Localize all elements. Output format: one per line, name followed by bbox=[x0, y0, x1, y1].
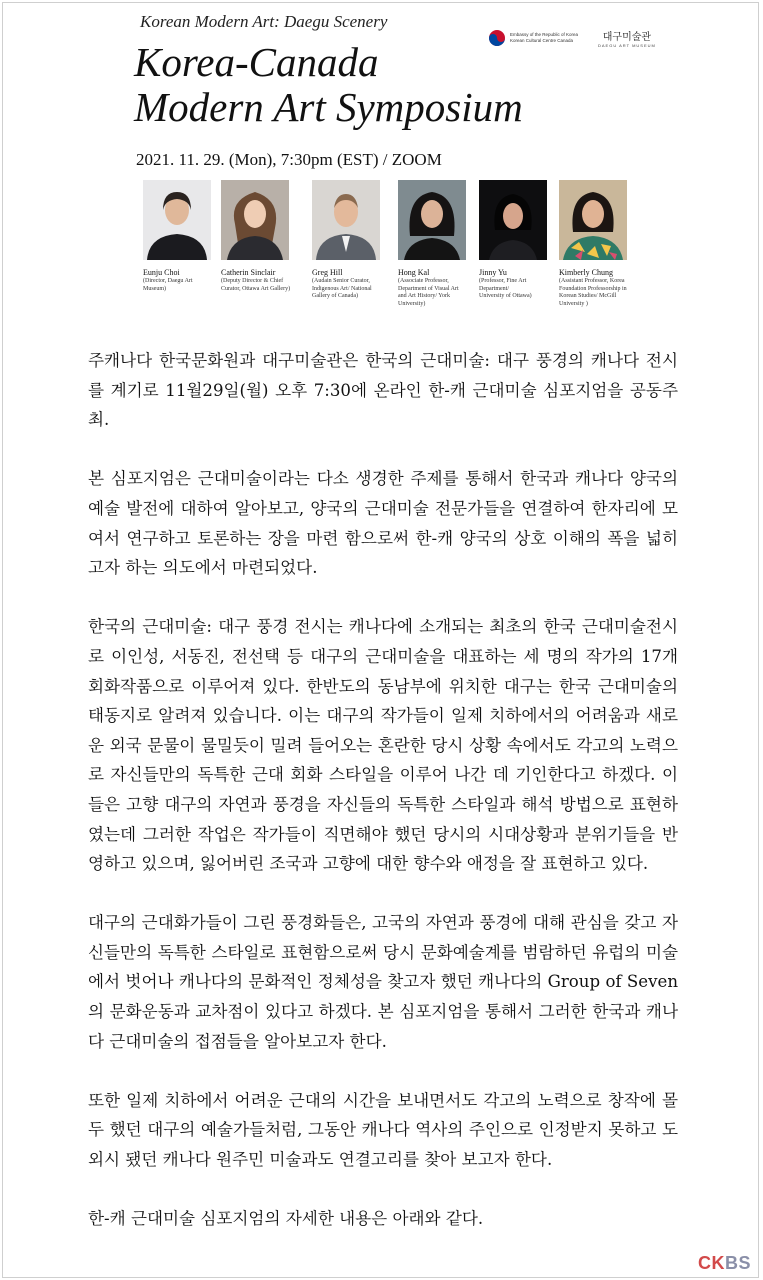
article-paragraph: 주캐나다 한국문화원과 대구미술관은 한국의 근대미술: 대구 풍경의 캐나다 전시를 계기로 11월29일(월) 오후 7:30에 온라인 한-캐 근대미술 심포지엄을 공동주최. bbox=[88, 351, 678, 430]
speaker-role: (Director, Daegu Art Museum) bbox=[143, 278, 193, 292]
speaker-card bbox=[559, 180, 639, 308]
watermark-brand-b: BS bbox=[724, 1253, 751, 1273]
watermark-brand-a: CK bbox=[697, 1253, 725, 1273]
speaker-name: Jinny Yu bbox=[479, 268, 507, 277]
speaker-card bbox=[143, 180, 223, 293]
speaker-name: Catherin Sinclair bbox=[221, 268, 276, 277]
speaker-photo bbox=[559, 180, 627, 260]
speaker-photo bbox=[143, 180, 211, 260]
speaker-role: (Associate Professor, Department of Visual Art and Art History/ York University) bbox=[398, 278, 459, 307]
article-paragraph: 한-캐 근대미술 심포지엄의 자세한 내용은 아래와 같다. bbox=[88, 1209, 484, 1229]
speaker-photo bbox=[479, 180, 547, 260]
speaker-role: (Professor, Fine Art Department/ University of Ottawa) bbox=[479, 278, 532, 299]
speaker-card bbox=[398, 180, 478, 308]
speaker-role: (Assistant Professor, Korea Foundation Professorship in Korean Studies/ McGill University ) bbox=[559, 278, 627, 307]
speaker-lineup bbox=[0, 0, 763, 320]
speaker-name: Hong Kal bbox=[398, 268, 430, 277]
museum-logo-english: DAEGU ART MUSEUM bbox=[598, 43, 656, 48]
poster-subtitle: Korean Modern Art: Daegu Scenery bbox=[140, 12, 388, 31]
title-line-1: Korea-Canada bbox=[134, 39, 379, 85]
speaker-card bbox=[221, 180, 301, 293]
speaker-photo bbox=[221, 180, 289, 260]
article-paragraph: 대구의 근대화가들이 그린 풍경화들은, 고국의 자연과 풍경에 대해 관심을 갖고 자신들만의 독특한 스타일로 표현함으로써 당시 문화예술계를 범람하던 유럽의 미술에서 벗어나 캐나다의 문화적인 정체성을 찾고자 했던 캐나다의 Group of Seven의 문화운동과 교차점이 있다고 하겠다. 본 심포지엄을 통해서 그러한 한국과 캐나다 근대미술의 접점들을 알아보고자 한다. bbox=[88, 913, 678, 1051]
article-paragraph: 또한 일제 치하에서 어려운 근대의 시간을 보내면서도 각고의 노력으로 창작에 몰두 했던 대구의 예술가들처럼, 그동안 캐나다 역사의 주인으로 인정받지 못하고 도외시 됐던 캐나다 원주민 미술과도 연결고리를 찾아 보고자 한다. bbox=[88, 1090, 678, 1170]
museum-logo-korean: 대구미술관 bbox=[602, 32, 652, 43]
speaker-name: Kimberly Chung bbox=[559, 268, 613, 277]
speaker-role: (Audain Senior Curator, Indigenous Art/ National Gallery of Canada) bbox=[312, 278, 372, 299]
kcc-logo-text: Embassy of the Republic of Korea Korean Cultural Centre Canada bbox=[510, 32, 579, 43]
article-paragraph: 본 심포지엄은 근대미술이라는 다소 생경한 주제를 통해서 한국과 캐나다 양국의 예술 발전에 대하여 알아보고, 양국의 근대미술 전문가들을 연결하여 한자리에 모여서 연구하고 토론하는 장을 마련 함으로써 한-캐 양국의 상호 이해의 폭을 넓히고자 하는 의도에서 마련되었다. bbox=[88, 469, 678, 578]
ckbs-watermark bbox=[698, 1253, 751, 1274]
article-paragraph: 한국의 근대미술: 대구 풍경 전시는 캐나다에 소개되는 최초의 한국 근대미술전시로 이인성, 서동진, 전선택 등 대구의 근대미술을 대표하는 세 명의 작가의 17개 회화작품으로 이루어져 있다. 한반도의 동남부에 위치한 대구는 한국 근대미술의 태동지로 알려져 있습니다. 이는 대구의 작가들이 일제 치하에서의 어려움과 새로운 외국 문물이 물밀듯이 밀려 들어오는 혼란한 당시 상황 속에서도 각고의 노력으로 자신들만의 독특한 근대 회화 스타일을 이루어 나간 데 기인한다고 하겠다. 이들은 고향 대구의 자연과 풍경을 자신들의 독특한 스타일과 해석 방법으로 표현하였는데 그러한 작업은 작가들이 직면해야 했던 당시의 시대상황과 분위기들을 반영하고 있으며, 잃어버린 조국과 고향에 대한 향수와 애정을 잘 표현하고 있다. bbox=[88, 617, 678, 874]
event-date-line: 2021. 11. 29. (Mon), 7:30pm (EST) / ZOOM bbox=[136, 150, 442, 169]
speaker-name: Greg Hill bbox=[312, 268, 343, 277]
speaker-photo bbox=[312, 180, 380, 260]
article-body bbox=[88, 346, 678, 1234]
speaker-role: (Deputy Director & Chief Curator, Ottawa Art Gallery) bbox=[221, 278, 291, 292]
speaker-photo bbox=[398, 180, 466, 260]
speaker-card bbox=[312, 180, 392, 301]
speaker-name: Eunju Choi bbox=[143, 268, 180, 277]
title-line-2: Modern Art Symposium bbox=[134, 84, 523, 130]
speaker-card bbox=[479, 180, 559, 301]
